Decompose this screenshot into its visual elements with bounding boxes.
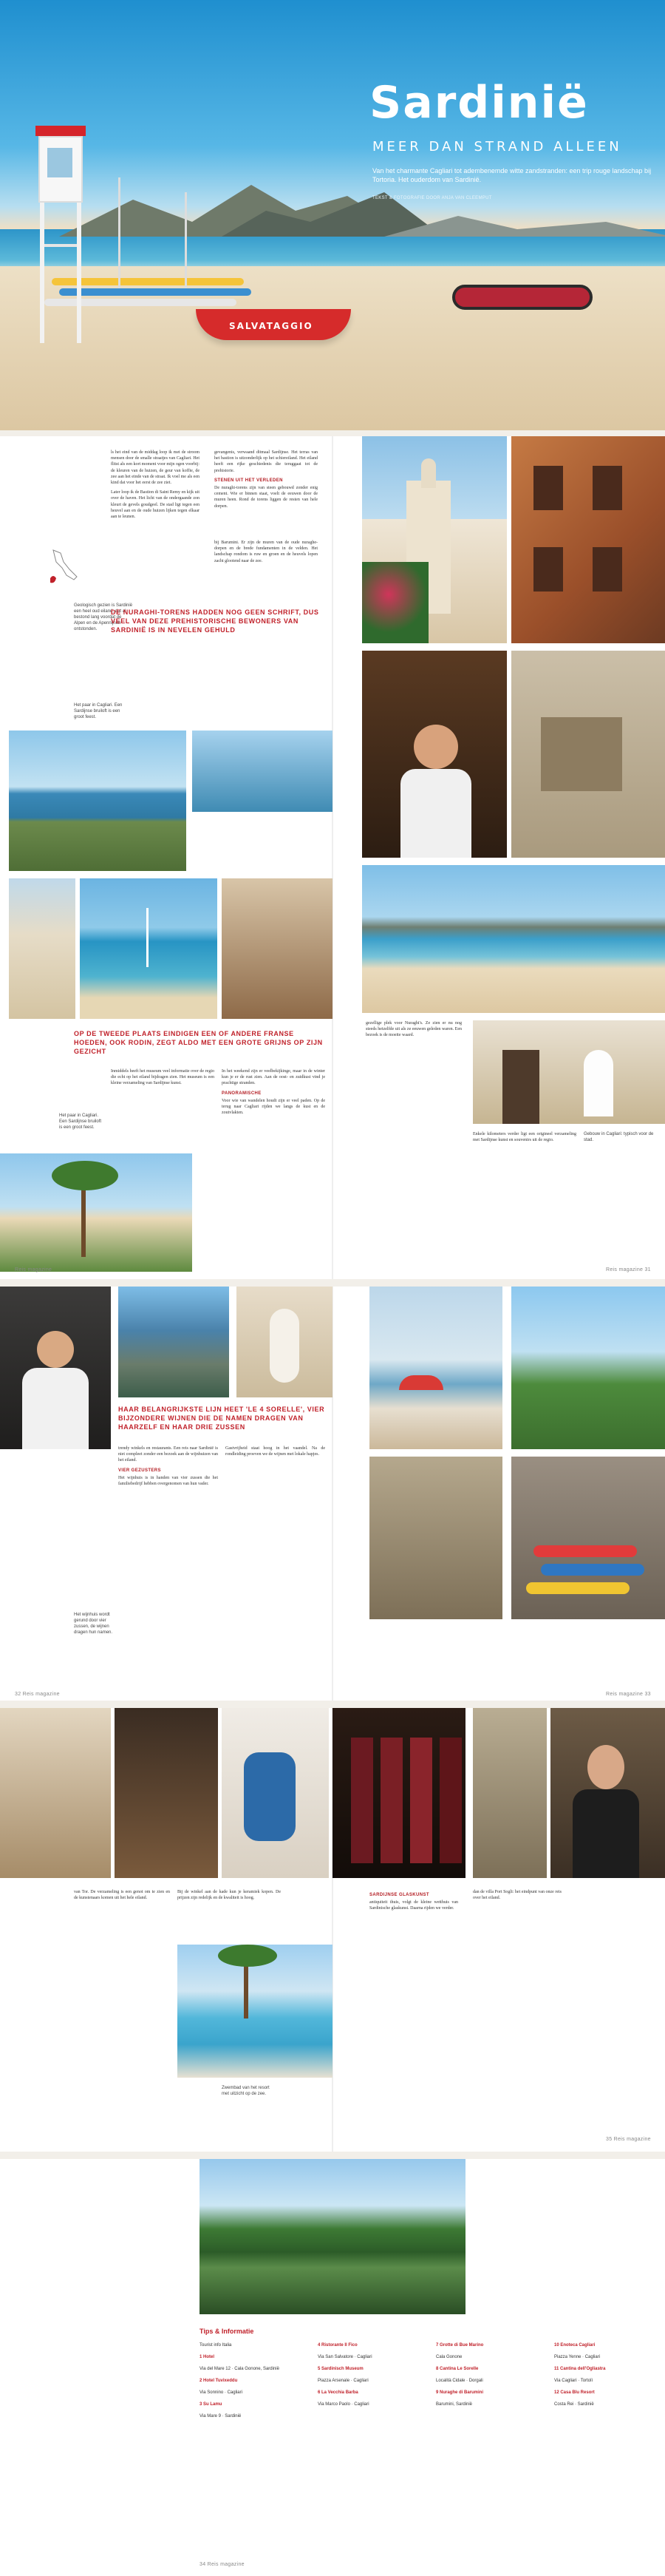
photo-cliff-sign	[473, 1708, 547, 1878]
article-spread-1	[0, 436, 665, 1279]
body-column-1	[118, 1445, 218, 1491]
photo-church-tower	[362, 436, 507, 643]
tips-heading: Tips & Informatie	[200, 2328, 254, 2335]
subheading: SARDIJNSE GLASKUNST	[369, 1893, 429, 1897]
photo-terrace-sea	[369, 1287, 502, 1449]
tip-item: 3 Su Lamu	[200, 2402, 222, 2407]
tip-item: 6 La Vecchia Barba	[318, 2390, 358, 2395]
paragraph: gezellige plek voor Nuraghi's. Ze zien er nu nog steeds hetzelfde uit als ze eeuwen geleden waren. Een bezoek is de moeite waard.	[366, 1021, 462, 1038]
photo-caption: Het paar in Cagliari. Een Sardijnse bruiloft is een groot feest.	[74, 703, 123, 719]
tip-item: Via Sonnino · Cagliari	[200, 2390, 242, 2395]
body-column-2	[177, 1889, 281, 1905]
body-column-5	[222, 1068, 325, 1119]
body-column-3	[214, 540, 318, 568]
folio: Reis magazine	[15, 1267, 52, 1272]
photo-kayaks	[511, 1457, 665, 1619]
tip-item: 2 Hotel Tuvixeddu	[200, 2379, 238, 2383]
paragraph: antiquiteit thuis, volgt de kleine wetthuis van Sardinische glaskunst. Daarna rijden we verder.	[369, 1900, 458, 1911]
tip-item: 8 Cantina Le Sorelle	[436, 2367, 479, 2371]
paragraph: Inmiddels heeft het museum veel informatie over de regio die echt op het eiland bijdragen zien. Het museum is een kleine verzameling van Sardijnse kunst.	[111, 1069, 214, 1086]
pull-quote: OP DE TWEEDE PLAATS EINDIGEN EEN OF ANDERE FRANSE HOEDEN, OOK RODIN, ZEGT ALDO MET EEN GROTE GRIJNS OP ZIJN GEZICHT	[74, 1030, 323, 1055]
photo-pool-resort	[177, 1945, 332, 2078]
boat-label: SALVATAGGIO	[229, 321, 313, 331]
pull-quote: DE NURAGHI-TORENS HADDEN NOG GEEN SCHRIFT, DUS VEEL VAN DEZE PREHISTORISCHE BEWONERS VAN SARDINIË IS IN NEVELEN GEHULD	[111, 609, 319, 634]
body-column-7	[473, 1131, 576, 1147]
tip-item: 4 Ristorante Il Fico	[318, 2343, 358, 2348]
folio: Reis magazine 33	[606, 1692, 651, 1697]
page-title: Sardinië	[369, 77, 589, 129]
subheading: VIER GEZUSTERS	[118, 1468, 161, 1473]
tip-item: Costa Rei · Sardinië	[554, 2402, 594, 2407]
paragraph: De nuraghi-torens zijn van steen gebouwd zonder enig cement. Wie er binnen staat, voelt de eeuwen door de muren heen. Rond de torens liggen de resten van hele dorpen.	[214, 486, 318, 509]
tip-item: 1 Hotel	[200, 2355, 215, 2359]
tip-item: Via Marco Paolo · Cagliari	[318, 2402, 369, 2407]
photo-rocky-cove	[118, 1287, 229, 1397]
paragraph: bij Barumini. Er zijn de muren van de oude nuraghe-dorpen en de brede fundamenten in de velden. Het landschap rondom is ruw en groen en de heuvels lopen zacht glooiend naar de zee.	[214, 540, 318, 563]
tips-column-2	[318, 2342, 429, 2413]
photo-wine-bottles	[332, 1708, 466, 1878]
photo-statue	[236, 1287, 332, 1397]
rescue-boat	[196, 309, 351, 340]
paragraph: ls het eind van de middag loop ik met de stroom mensen door de smalle straatjes van Cagliari. Het flitst als een kort moment voor mijn ogen voorbij: de kleuren van de huizen, de geur van koffie, de zee aan het einde van de straat. Ik voel me als een kind dat voor het eerst de zee ziet.	[111, 450, 200, 486]
paragraph: van Tor. De verzameling is een genot om te zien en de kunstenaars komen uit het hele eiland.	[74, 1890, 170, 1901]
photo-cathedral	[9, 878, 75, 1019]
tip-item: Via Mare 9 · Sardinië	[200, 2414, 242, 2419]
tips-column-1	[200, 2342, 310, 2425]
paragraph: Enkele kilometers verder ligt een origineel verzameling met Sardijnse kunst en souvenirs uit de regio.	[473, 1132, 576, 1143]
photo-bartender	[362, 651, 507, 858]
intro-text: Van het charmante Cagliari tot adembenemde witte zandstranden: een trip rouge landschap bij Tortoria. Het ouderdom van Sardinië.	[372, 167, 652, 183]
tip-item: Cala Gonone	[436, 2355, 463, 2359]
italy-map-icon	[44, 546, 89, 597]
body-column-4	[473, 1889, 562, 1905]
body-column-4	[111, 1068, 214, 1091]
tip-item: Tourist info Italia	[200, 2343, 232, 2348]
photo-caption: Het paar in Cagliari. Een Sardijnse bruiloft is een groot feest.	[59, 1114, 102, 1130]
photo-nuraghe-wall	[369, 1457, 502, 1619]
tip-item: 10 Enoteca Cagliari	[554, 2343, 596, 2348]
info-spread	[0, 2159, 665, 2576]
body-column-2	[225, 1445, 325, 1461]
photo-interior-arches	[0, 1708, 111, 1878]
paragraph: dan de villa Port Sogli: het eindpunt van onze reis over het eiland.	[473, 1890, 562, 1901]
photo-sailboat-bay	[80, 878, 217, 1019]
inflatable-boat	[452, 285, 593, 310]
photo-chef	[0, 1287, 111, 1449]
tip-item: Piazza Yenne · Cagliari	[554, 2355, 601, 2359]
photo-building-facade	[511, 436, 665, 643]
photo-market-stall	[115, 1708, 218, 1878]
tip-item: 7 Grotte di Bue Marino	[436, 2343, 484, 2348]
lifeguard-tower	[22, 126, 96, 340]
paragraph: trendy winkels en restaurants. Een reis naar Sardinië is niet compleet zonder een bezoek aan de wijnhuizen van het eiland.	[118, 1446, 218, 1463]
paragraph: Bij de winkel aan de kade kun je keramiek kopen. De prijzen zijn redelijk en de kwaliteit is hoog.	[177, 1890, 281, 1901]
tip-item: Via San Salvatore · Cagliari	[318, 2355, 372, 2359]
tip-item: 12 Casa Blu Resort	[554, 2390, 595, 2395]
body-column-6	[366, 1020, 462, 1043]
photo-stone-ruins	[511, 651, 665, 858]
folio: Reis magazine 31	[606, 1267, 651, 1272]
photo-caption: Gebouw in Cagliari: typisch voor de stad.	[584, 1132, 654, 1142]
article-spread-3	[0, 1708, 665, 2152]
photo-market-hall	[222, 878, 332, 1019]
paragraph: Voor wie van wandelen houdt zijn er veel paden. Op de terug naar Cagliari rijden we langs de kust en de zoutvlakten.	[222, 1098, 325, 1116]
folio: 35 Reis magazine	[606, 2137, 651, 2142]
tips-column-4	[554, 2342, 658, 2413]
body-column-3	[369, 1889, 458, 1916]
tip-item: Piazza Arsenale · Cagliari	[318, 2379, 369, 2383]
folio: 32 Reis magazine	[15, 1692, 60, 1697]
pull-quote: HAAR BELANGRIJKSTE LIJN HEET 'LE 4 SORELLE', VIER BIJZONDERE WIJNEN DIE DE NAMEN DRAGEN VAN HAARZELF EN HAAR DRIE ZUSSEN	[118, 1406, 325, 1431]
photo-garden-villa	[511, 1287, 665, 1449]
paragraph: Later loop ik de Bastion di Saint Remy en kijk uit over de haven. Het licht van de ondergaande zon kleurt de gevels goudgeel. De stad ligt tegen een heuvel aan en de oude huizen lijken tegen elkaar aan te leunen.	[111, 490, 200, 520]
tip-item: Via Cagliari · Tortolì	[554, 2379, 593, 2383]
tip-item: 11 Cantina dell'Ogliastra	[554, 2367, 606, 2371]
photo-credit: TEKST & FOTOGRAFIE DOOR ANJA VAN CLEEMPUT	[372, 196, 492, 200]
paragraph: In het weekend zijn er veelbekijkinge, maar in de winter kun je er de rust zien. Aan de oost- en zuidkust vind je prachtige stranden.	[222, 1069, 325, 1086]
gutter	[332, 436, 333, 1279]
body-column-1	[74, 1889, 170, 1905]
photo-ceramics	[222, 1708, 329, 1878]
photo-caption: Zwembad van het resort met uitzicht op de zee.	[222, 2086, 270, 2096]
photo-harbor-view	[192, 731, 332, 812]
photo-coast-tower	[9, 731, 186, 871]
tip-item: Via del Mare 12 · Cala Gonone, Sardinië	[200, 2367, 279, 2371]
subheading: STENEN UIT HET VERLEDEN	[214, 478, 283, 483]
photo-winemaker	[550, 1708, 665, 1878]
hero-spread	[0, 0, 665, 430]
photo-beach-panorama	[362, 865, 665, 1013]
page-subtitle: MEER DAN STRAND ALLEEN	[372, 139, 622, 155]
subheading: PANORAMISCHE	[222, 1091, 262, 1096]
map-caption: Geologisch gezien is Sardinië een heel oud eiland, dat al bestond lang voordat de Alpen en de Apennijnen ontstonden.	[74, 603, 133, 631]
tips-column-3	[436, 2342, 547, 2413]
folio: 34 Reis magazine	[200, 2562, 245, 2567]
article-spread-2	[0, 1287, 665, 1701]
paragraph: Het wijnhuis is in handen van vier zussen die het familiebedrijf hebben overgenomen van hun vader.	[118, 1475, 218, 1487]
photo-palm-villa	[0, 1153, 192, 1272]
tip-item: Località Cidale · Dorgali	[436, 2379, 483, 2383]
paragraph: Gastvrijheid staat hoog in het vaandel. Na de rondleiding proeven we de wijnen met lokale hapjes.	[225, 1446, 325, 1457]
photo-caption: Het wijnhuis wordt gerund door vier zussen, de wijnen dragen hun namen.	[74, 1613, 113, 1635]
body-column-2	[214, 450, 318, 513]
tip-item: Barumini, Sardinië	[436, 2402, 473, 2407]
photo-wedding-couple	[473, 1020, 665, 1124]
tip-item: 9 Nuraghe di Barumini	[436, 2390, 484, 2395]
photo-pond-reflection	[200, 2159, 466, 2314]
tip-item: 5 Sardinisch Museum	[318, 2367, 364, 2371]
paragraph: gevangenis, verwaand ditmaal Sardijnse. Het terras van het bastion is uitzonderlijk op het schiereiland. Het eiland heeft een rijke geschiedenis die teruggaat tot de prehistorie.	[214, 450, 318, 473]
body-column-1	[111, 450, 200, 523]
